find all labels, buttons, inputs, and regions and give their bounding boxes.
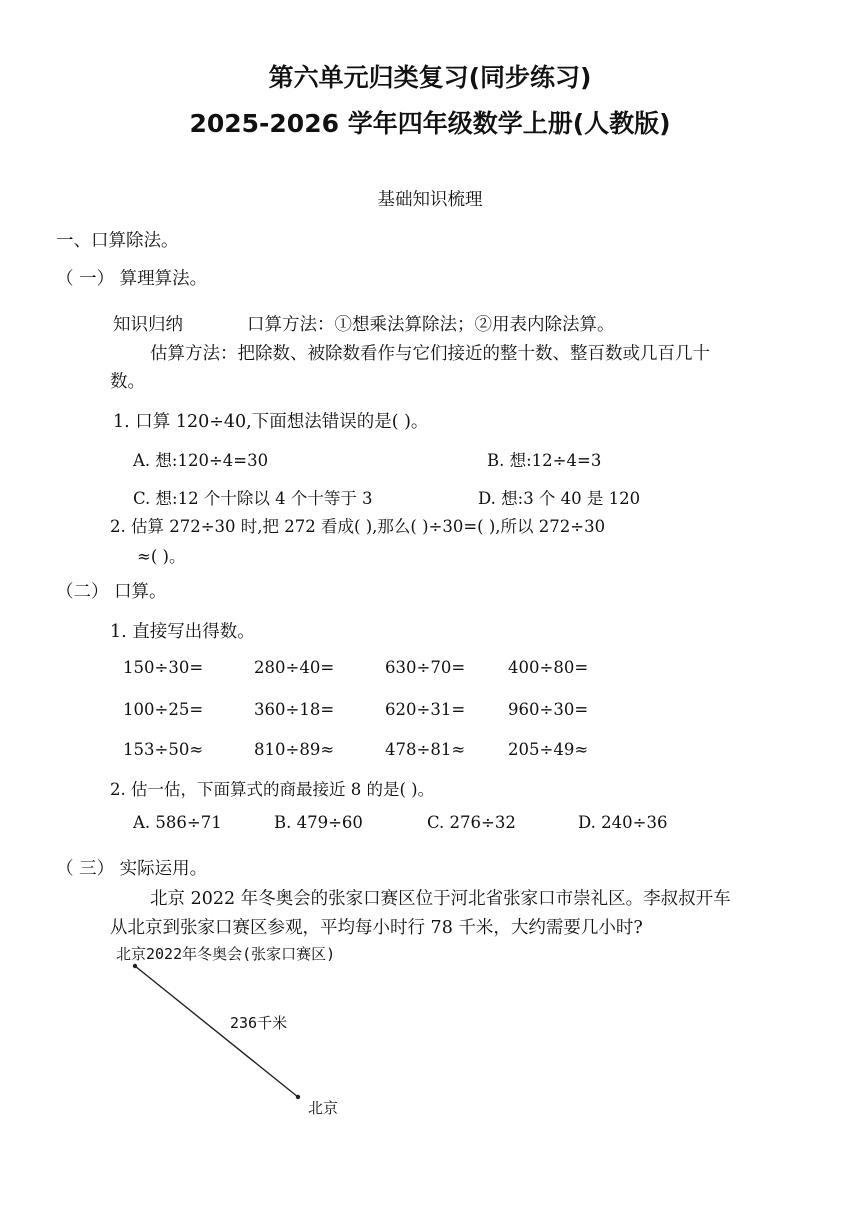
- section-heading: 一、口算除法。: [56, 231, 179, 251]
- calc-item: 205÷49≈: [508, 740, 589, 759]
- calc-item: 960÷30=: [508, 700, 589, 719]
- part-heading: （ 一） 算理算法。: [56, 269, 208, 289]
- part-heading: （二） 口算。: [56, 582, 167, 602]
- distance-label: 236千米: [230, 1014, 288, 1032]
- beijing-point: [296, 1095, 300, 1099]
- question-stem: 2. 估算 272÷30 时,把 272 看成( ),那么( )÷30=( ),所以 272÷30: [110, 517, 606, 536]
- option-b: B. 想:12÷4=3: [487, 451, 602, 470]
- zhangjiakou-point: [133, 964, 137, 968]
- calc-item: 478÷81≈: [385, 740, 466, 759]
- option-a: A. 586÷71: [133, 813, 222, 832]
- option-d: D. 240÷36: [578, 813, 668, 832]
- section-subtitle: 基础知识梳理: [377, 190, 483, 210]
- option-c: C. 想:12 个十除以 4 个十等于 3: [133, 489, 373, 508]
- zhangjiakou-label: 北京2022年冬奥会(张家口赛区): [116, 945, 336, 963]
- question-stem: 1. 直接写出得数。: [110, 622, 255, 642]
- beijing-label: 北京: [308, 1099, 339, 1117]
- knowledge-text: 口算方法：①想乘法算除法；②用表内除法算。: [247, 315, 615, 335]
- calc-item: 630÷70=: [385, 658, 466, 677]
- option-c: C. 276÷32: [427, 813, 516, 832]
- calc-item: 280÷40=: [254, 658, 335, 677]
- page-subtitle-grade: 2025-2026 学年四年级数学上册(人教版): [189, 109, 671, 138]
- page-title: 第六单元归类复习(同步练习): [268, 63, 592, 92]
- question-stem: 2. 估一估，下面算式的商最接近 8 的是( )。: [110, 780, 435, 799]
- question-stem-cont: ≈( )。: [137, 547, 186, 566]
- calc-item: 360÷18=: [254, 700, 335, 719]
- option-b: B. 479÷60: [274, 813, 363, 832]
- problem-text-cont: 从北京到张家口赛区参观，平均每小时行 78 千米，大约需要几小时?: [110, 918, 643, 938]
- option-a: A. 想:120÷4=30: [133, 451, 269, 470]
- calc-item: 150÷30=: [123, 658, 204, 677]
- estimate-method-text-cont: 数。: [110, 372, 145, 392]
- option-d: D. 想:3 个 40 是 120: [478, 489, 641, 508]
- part-heading: （ 三） 实际运用。: [56, 859, 208, 879]
- calc-item: 620÷31=: [385, 700, 466, 719]
- calc-item: 400÷80=: [508, 658, 589, 677]
- calc-item: 100÷25=: [123, 700, 204, 719]
- calc-item: 153÷50≈: [123, 740, 204, 759]
- knowledge-label: 知识归纳: [113, 315, 183, 335]
- problem-text: 北京 2022 年冬奥会的张家口赛区位于河北省张家口市崇礼区。李叔叔开车: [150, 889, 731, 909]
- estimate-method-text: 估算方法：把除数、被除数看作与它们接近的整十数、整百数或几百几十: [150, 344, 710, 364]
- calc-item: 810÷89≈: [254, 740, 335, 759]
- question-stem: 1. 口算 120÷40,下面想法错误的是( )。: [113, 412, 429, 432]
